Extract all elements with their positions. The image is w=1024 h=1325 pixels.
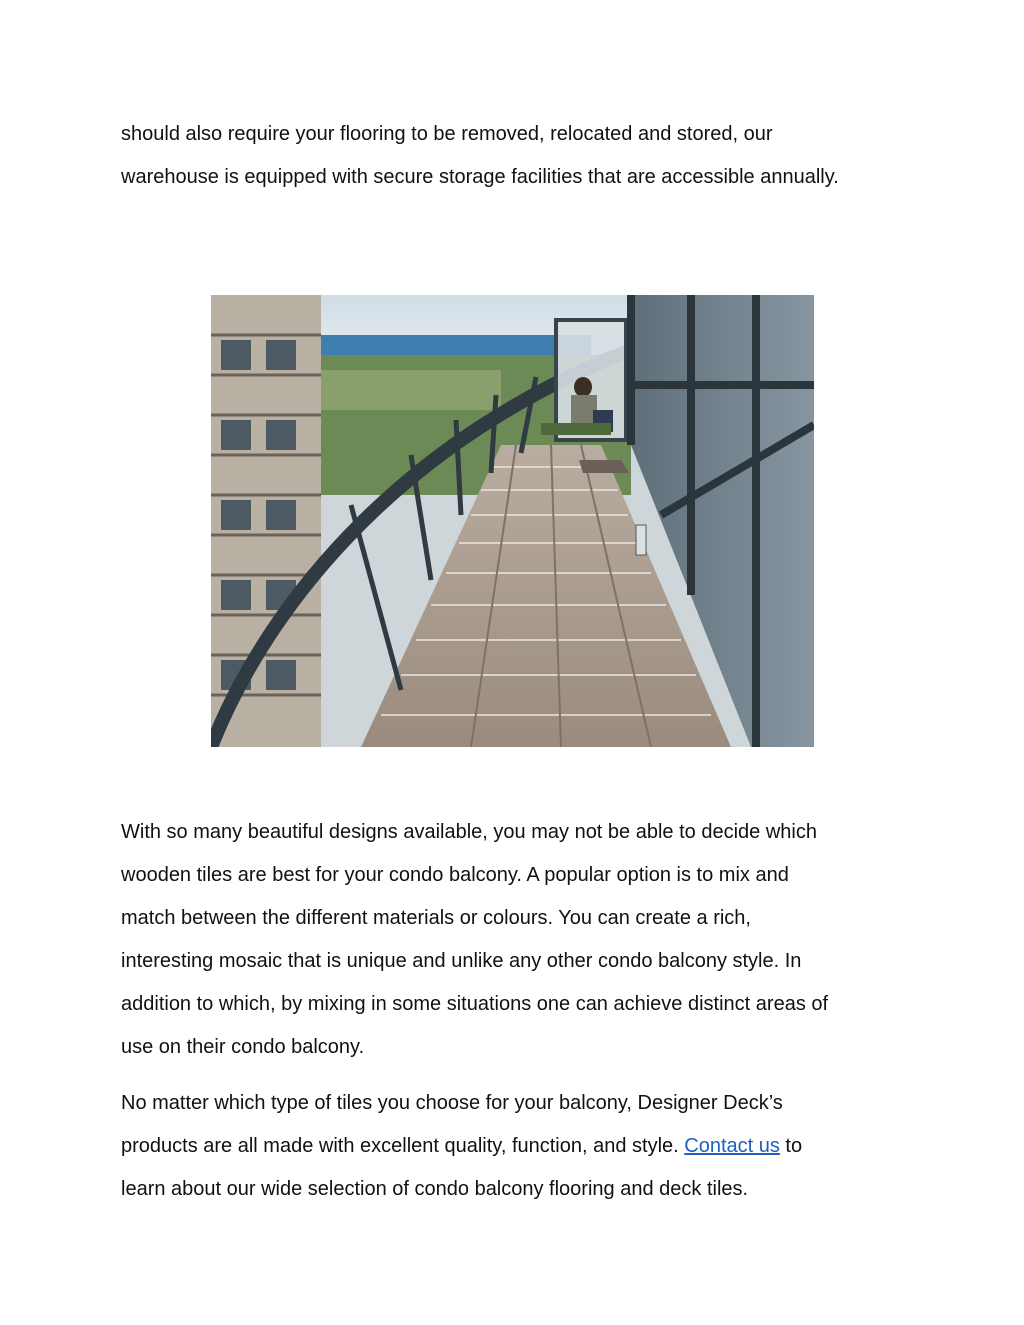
text-line: interesting mosaic that is unique and unlike any other condo balcony style. In: [121, 950, 802, 972]
text-line: No matter which type of tiles you choose for your balcony, Designer Deck’s: [121, 1092, 783, 1114]
text-line: With so many beautiful designs available, you may not be able to decide which: [121, 821, 817, 843]
text-line: wooden tiles are best for your condo balcony. A popular option is to mix and: [121, 864, 789, 886]
balcony-deck-tiles-photo: [211, 295, 814, 747]
paragraph-contact: [121, 1082, 911, 1211]
contact-us-link[interactable]: Contact us: [684, 1135, 780, 1157]
text-line: should also require your flooring to be removed, relocated and stored, our: [121, 123, 773, 145]
text-segment: to: [779, 1135, 803, 1157]
text-line: addition to which, by mixing in some situations one can achieve distinct areas of: [121, 993, 829, 1015]
text-line-with-link: [121, 1125, 911, 1168]
text-line: use on their condo balcony.: [121, 1036, 365, 1058]
photo-illustration: [211, 295, 814, 747]
text-line: match between the different materials or colours. You can create a rich,: [121, 907, 751, 929]
text-segment: products are all made with excellent quality, function, and style.: [121, 1135, 685, 1157]
paragraph-designs: [121, 811, 911, 1069]
text-line: warehouse is equipped with secure storage facilities that are accessible annually.: [121, 166, 839, 188]
text-line: learn about our wide selection of condo balcony flooring and deck tiles.: [121, 1178, 749, 1200]
paragraph-storage: [121, 113, 911, 199]
